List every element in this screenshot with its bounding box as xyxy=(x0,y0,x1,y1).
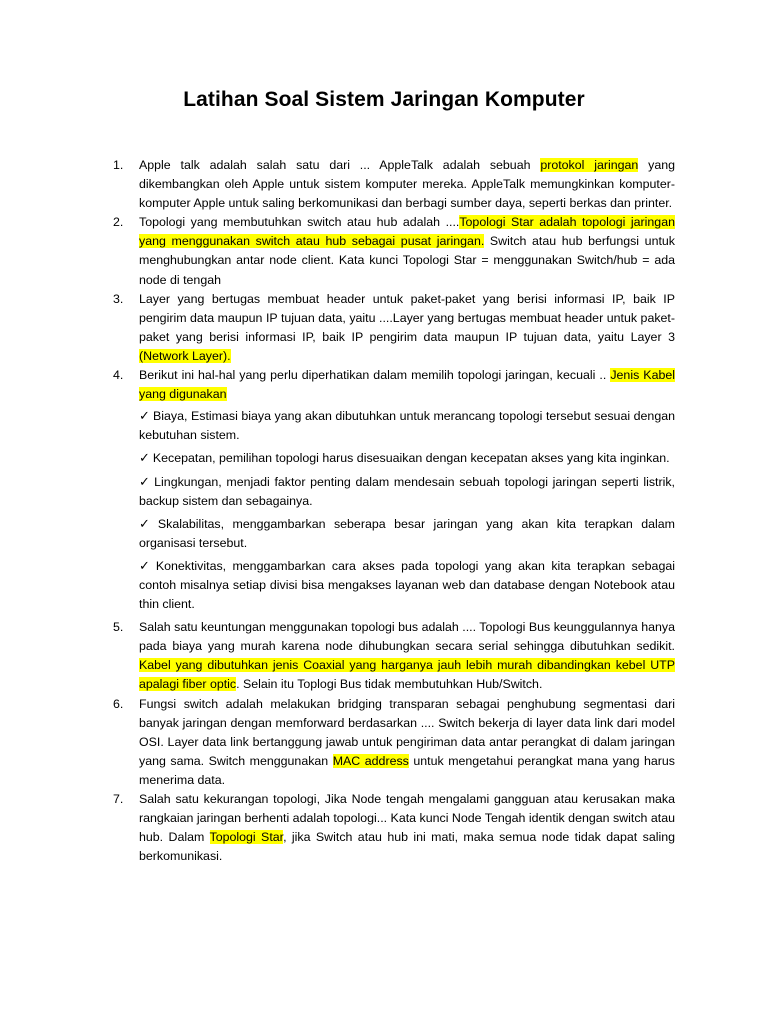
question-3 xyxy=(106,290,675,366)
question-text: yang dikembangkan oleh Apple untuk sistem komputer mereka. AppleTalk memungkinkan komputer-komputer Apple untuk saling berkomunikasi dan berbagi sumber daya, seperti berkas dan printer. xyxy=(139,158,675,211)
question-5 xyxy=(106,618,675,694)
checklist-item xyxy=(139,515,675,553)
question-text: Switch atau hub berfungsi untuk menghubungkan antar node client. Kata kunci Topologi Star = menggunakan Switch/hub = ada node di tengah xyxy=(139,234,675,287)
checklist-text: Lingkungan, menjadi faktor penting dalam mendesain sebuah topologi jaringan seperti listrik, backup sistem dan sebagainya. xyxy=(139,474,675,508)
highlighted-answer: MAC address xyxy=(332,753,409,768)
question-number: 6. xyxy=(113,696,124,711)
checklist xyxy=(139,407,675,614)
question-7 xyxy=(106,790,675,866)
question-number: 5. xyxy=(113,620,124,635)
document-title: Latihan Soal Sistem Jaringan Komputer xyxy=(183,88,585,111)
highlighted-answer: Topologi Star xyxy=(209,830,284,845)
question-text: , jika Switch atau hub ini mati, maka semua node tidak dapat saling berkomunikasi. xyxy=(139,830,676,864)
question-6 xyxy=(106,695,675,790)
question-number: 3. xyxy=(113,291,124,306)
highlighted-answer: (Network Layer). xyxy=(139,348,231,363)
question-list xyxy=(106,156,675,866)
question-text: Layer yang bertugas membuat header untuk paket-paket yang berisi informasi IP, baik IP pengirim data maupun IP tujuan data, yaitu ....Layer yang bertugas membuat header untuk paket-paket yang berisi informasi IP, baik IP pengirim data maupun IP tujuan data, yaitu Layer 3 xyxy=(139,291,675,344)
question-2 xyxy=(106,213,675,289)
checklist-item xyxy=(139,557,675,614)
question-1 xyxy=(106,156,675,213)
highlighted-answer: Kabel yang dibutuhkan jenis Coaxial yang harganya jauh lebih murah dibandingkan kebel UTP apalagi fiber optic xyxy=(139,658,675,692)
checkmark-icon: ✓ xyxy=(139,558,153,574)
checklist-text: Konektivitas, menggambarkan cara akses pada topologi yang akan kita terapkan sebagai contoh misalnya setiap divisi bisa mengakses layanan web dan database dengan Notebook atau thin client. xyxy=(139,558,675,612)
question-text: Fungsi switch adalah melakukan bridging transparan sebagai penghubung segmentasi dari banyak jaringan dengan memforward berdasarkan .... Switch bekerja di layer data link dari model OSI. Layer data link bertanggung jawab untuk pengiriman data antar perangkat di dalam jaringan yang sama. Switch menggunakan xyxy=(139,696,675,768)
question-text: Topologi yang membutuhkan switch atau hub adalah .... xyxy=(139,215,460,230)
question-text: Salah satu keuntungan menggunakan topologi bus adalah .... Topologi Bus keunggulannya hanya pada biaya yang murah karena node dihubungkan secara serial sehingga dibutuhkan sedikit. xyxy=(139,620,675,654)
question-4 xyxy=(106,366,675,614)
checklist-item xyxy=(139,407,675,445)
question-number: 2. xyxy=(113,215,124,230)
checkmark-icon: ✓ xyxy=(139,409,151,425)
question-text: . Selain itu Toplogi Bus tidak membutuhkan Hub/Switch. xyxy=(236,677,543,692)
document-body xyxy=(106,156,675,866)
question-number: 1. xyxy=(113,158,124,172)
question-text: Apple talk adalah salah satu dari ... AppleTalk adalah sebuah xyxy=(139,158,541,172)
checklist-text: Skalabilitas, menggambarkan seberapa besar jaringan yang akan kita terapkan dalam organisasi tersebut. xyxy=(139,516,675,550)
checklist-item xyxy=(139,449,675,468)
highlighted-answer: Jenis Kabel yang digunakan xyxy=(139,368,675,402)
checkmark-icon: ✓ xyxy=(139,474,152,490)
highlighted-answer: Topologi Star adalah topologi jaringan yang menggunakan switch atau hub sebagai pusat jaringan. xyxy=(139,215,675,249)
checklist-item xyxy=(139,473,675,511)
checklist-text: Kecepatan, pemilihan topologi harus disesuaikan dengan kecepatan akses yang kita inginkan. xyxy=(152,451,670,466)
question-number: 7. xyxy=(113,792,124,806)
question-text: untuk mengetahui perangkat mana yang harus menerima data. xyxy=(139,753,675,787)
checkmark-icon: ✓ xyxy=(139,451,150,467)
question-number: 4. xyxy=(113,368,124,383)
question-text: Salah satu kekurangan topologi, Jika Node tengah mengalami gangguan atau kerusakan maka rangkaian jaringan berhenti adalah topologi... Kata kunci Node Tengah identik dengan switch atau hub. Dalam xyxy=(139,792,675,845)
checklist-text: Biaya, Estimasi biaya yang akan dibutuhkan untuk merancang topologi tersebut sesuai dengan kebutuhan sistem. xyxy=(139,409,675,443)
checkmark-icon: ✓ xyxy=(139,516,155,532)
question-text: Berikut ini hal-hal yang perlu diperhatikan dalam memilih topologi jaringan, kecuali .. xyxy=(139,368,611,383)
highlighted-answer: protokol jaringan xyxy=(540,158,639,172)
